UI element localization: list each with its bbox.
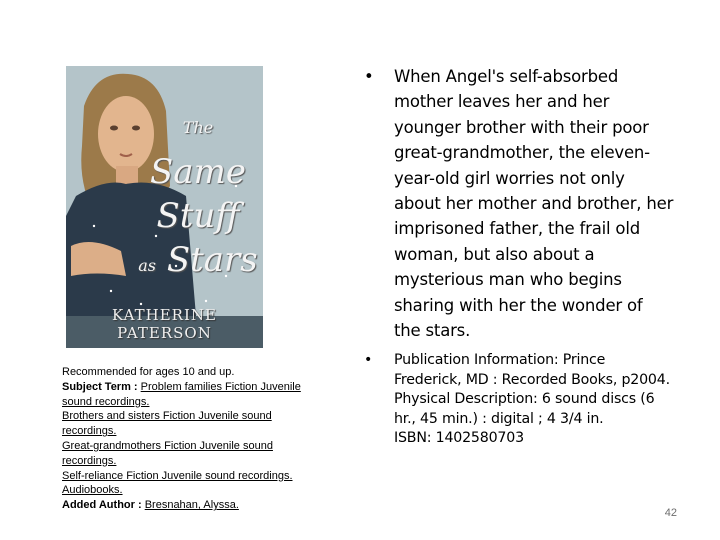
isbn: ISBN: 1402580703	[394, 430, 524, 447]
bullet-list	[364, 64, 674, 449]
added-author-link[interactable]: Bresnahan, Alyssa.	[144, 499, 239, 512]
bullet-dot-icon: •	[364, 67, 374, 86]
physical-description: Physical Description: 6 sound discs (6 hr., 45 min.) : digital ; 4 3/4 in.	[394, 391, 655, 427]
subject-link[interactable]: Self-reliance Fiction Juvenile sound recordings.	[62, 469, 293, 482]
cover-title: The Same Stuff as Stars	[138, 118, 258, 280]
added-author-label: Added Author :	[62, 499, 142, 512]
subject-term-label: Subject Term :	[62, 380, 138, 393]
summary-bullet	[364, 64, 674, 343]
catalog-metadata	[62, 365, 324, 513]
publication-bullet	[364, 351, 674, 449]
subject-link[interactable]: Great-grandmothers Fiction Juvenile sound recordings.	[62, 439, 273, 467]
subject-link[interactable]: Problem families Fiction Juvenile sound recordings.	[62, 380, 301, 408]
recommended-age-text: Recommended for ages 10 and up.	[62, 366, 235, 378]
bullet-dot-icon: •	[364, 352, 373, 369]
cover-author: KATHERINE PATERSON	[112, 306, 217, 342]
subject-link[interactable]: Audiobooks.	[62, 484, 123, 497]
summary-text: When Angel's self-absorbed mother leaves her and her younger brother with their poor great-grandmother, the eleven-year-old girl worries not only about her mother and brother, her imprisoned father, the frail old woman, but also about a mysterious man who begins sharing with her the wonder of the stars.	[394, 67, 674, 341]
book-cover-image	[66, 66, 263, 348]
subject-link[interactable]: Brothers and sisters Fiction Juvenile sound recordings.	[62, 410, 272, 438]
publication-info: Publication Information: Prince Frederick, MD : Recorded Books, p2004.	[394, 352, 670, 388]
page-number: 42	[664, 507, 677, 519]
